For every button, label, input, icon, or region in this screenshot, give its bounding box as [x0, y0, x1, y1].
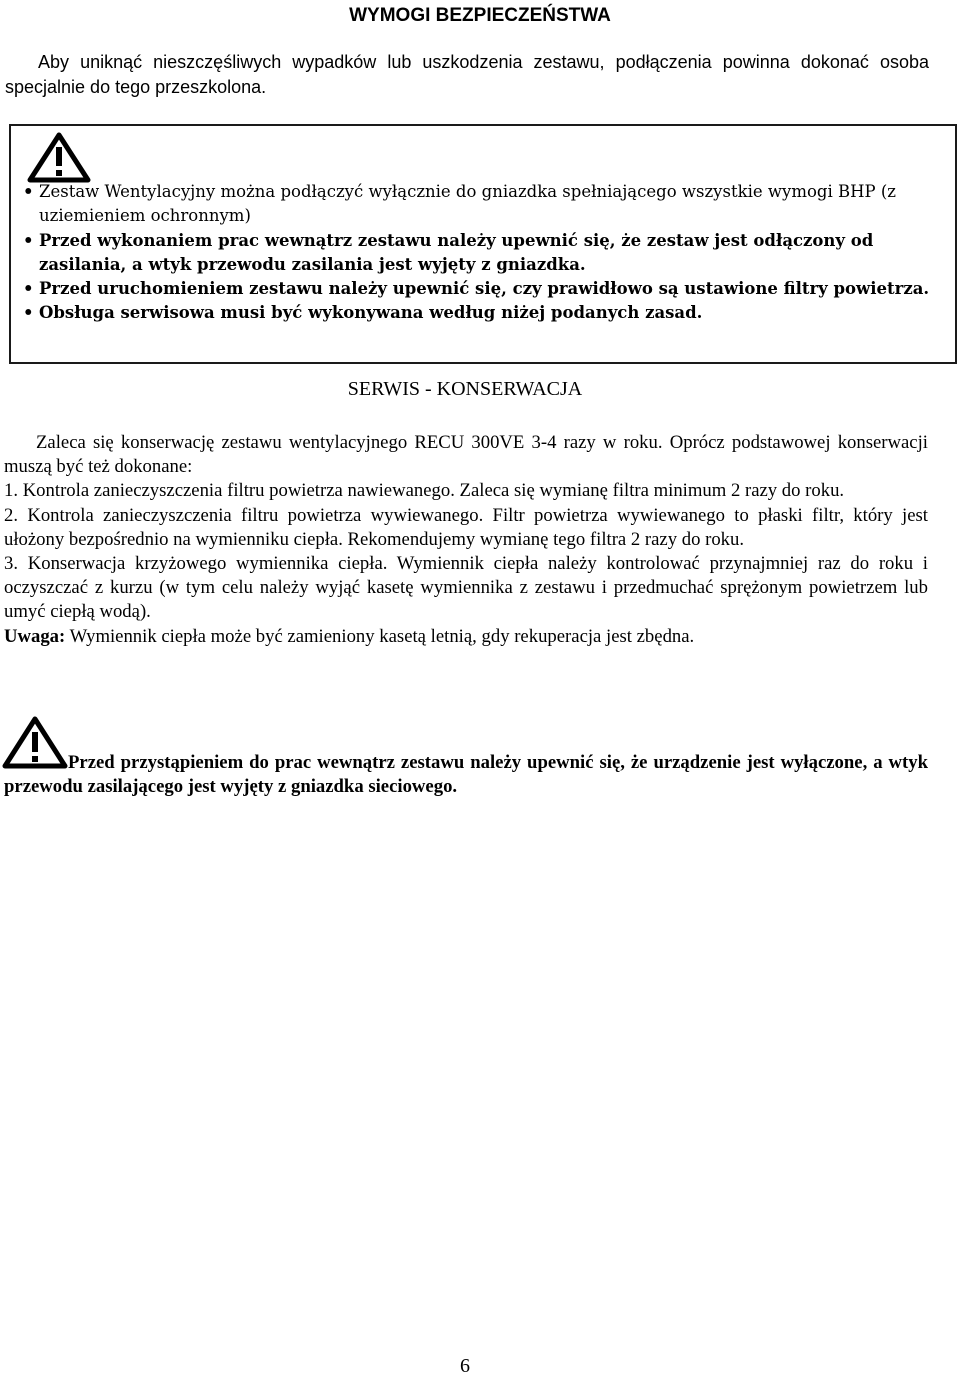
safety-bullet: • Przed uruchomieniem zestawu należy upewnić się, czy prawidłowo są ustawione filtry powietrza.	[23, 277, 943, 301]
page-number: 6	[460, 1355, 470, 1377]
service-note	[4, 625, 928, 649]
service-item: 3. Konserwacja krzyżowego wymiennika ciepła. Wymiennik ciepła należy kontrolować przynajmniej raz do roku i oczyszczać z kurzu (w tym celu należy wyjąć kasetę wymiennika z zestawu i przedmuchać sprężonym powietrzem lub umyć ciepłą wodą).	[4, 553, 928, 623]
safety-bullet: • Przed wykonaniem prac wewnątrz zestawu należy upewnić się, że zestaw jest odłączony od zasilania, a wtyk przewodu zasilania jest wyjęty z gniazdka.	[23, 229, 943, 278]
safety-intro: Aby uniknąć nieszczęśliwych wypadków lub uszkodzenia zestawu, podłączenia powinna dokonać osoba specjalnie do tego przeszkolona.	[5, 52, 929, 97]
service-note-label: Uwaga:	[4, 625, 66, 647]
service-note-text: Wymiennik ciepła może być zamieniony kasetą letnią, gdy rekuperacja jest zbędna.	[65, 625, 695, 647]
safety-bullet: • Zestaw Wentylacyjny można podłączyć wyłącznie do gniazdka spełniającego wszystkie wymogi BHP (z uziemieniem ochronnym)	[23, 180, 943, 229]
safety-warning-box	[9, 124, 957, 364]
service-section	[4, 431, 928, 649]
safety-bullet: • Obsługa serwisowa musi być wykonywana według niżej podanych zasad.	[23, 301, 943, 325]
service-title: SERWIS - KONSERWACJA	[347, 378, 583, 400]
service-intro: Zaleca się konserwację zestawu wentylacyjnego RECU 300VE 3-4 razy w roku. Oprócz podstawowej konserwacji muszą być też dokonane:	[4, 432, 928, 478]
bottom-warning-text: Przed przystąpieniem do prac wewnątrz zestawu należy upewnić się, że urządzenie jest wyłączone, a wtyk przewodu zasilającego jest wyjęty z gniazdka sieciowego.	[4, 752, 928, 798]
safety-title: WYMOGI BEZPIECZEŃSTWA	[349, 5, 611, 26]
safety-bullet-list	[23, 180, 943, 326]
warning-triangle-icon	[27, 132, 91, 184]
service-item: 1. Kontrola zanieczyszczenia filtru powietrza nawiewanego. Zaleca się wymianę filtra minimum 2 razy do roku.	[4, 480, 845, 502]
service-item: 2. Kontrola zanieczyszczenia filtru powietrza wywiewanego. Filtr powietrza wywiewanego to płaski filtr, który jest ułożony bezpośrednio na wymienniku ciepła. Rekomendujemy wymianę tego filtra 2 razy do roku.	[4, 504, 928, 550]
